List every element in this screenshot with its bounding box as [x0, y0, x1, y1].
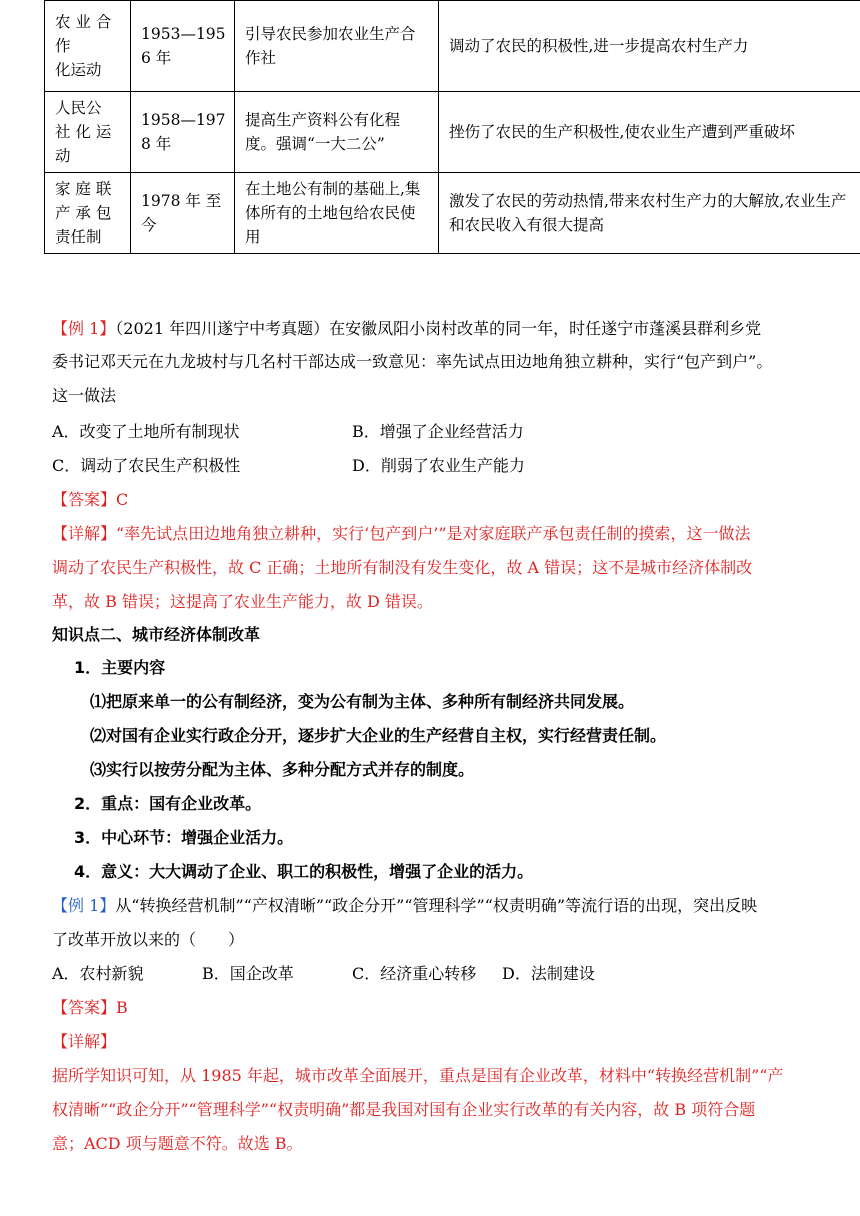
detail-line2: 调动了农民生产积极性，故 C 正确；土地所有制没有发生变化，故 A 错误；这不是城市经济体制改 [52, 558, 753, 577]
period-cell: 1958—197 8 年 [131, 92, 235, 173]
measure-cell: 提高生产资料公有化程度。强调“一大二公” [235, 92, 439, 173]
period-cell: 1953—195 6 年 [131, 1, 235, 92]
example1-stem-line2: 委书记邓天元在九龙坡村与几名村干部达成一致意见：率先试点田边地角独立耕种，实行“包产到户”。 [52, 352, 773, 371]
measure-cell: 在土地公有制的基础上,集体所有的土地包给农民使用 [235, 173, 439, 254]
section-heading: 知识点二、城市经济体制改革 [52, 625, 261, 644]
list-item: 1．主要内容 [74, 658, 166, 677]
list-item: 3．中心环节：增强企业活力。 [74, 828, 294, 847]
reform-table [44, 0, 860, 254]
list-subitem: ⑶实行以按劳分配为主体、多种分配方式并存的制度。 [90, 760, 475, 779]
example2-stem-line2: 了改革开放以来的（ ） [52, 930, 245, 949]
detail-head: 【详解】 [52, 1032, 117, 1051]
option-c: C．调动了农民生产积极性 [52, 456, 241, 475]
option-a: A．农村新貌 [52, 964, 144, 983]
movement-name-cell: 人民公 社 化 运 动 [45, 92, 131, 173]
period-cell: 1978 年 至 今 [131, 173, 235, 254]
measure-cell: 引导农民参加农业生产合作社 [235, 1, 439, 92]
list-item: 4．意义：大大调动了企业、职工的积极性，增强了企业的活力。 [74, 862, 534, 881]
option-d: D．法制建设 [502, 964, 595, 983]
detail-line1: 【详解】“率先试点田边地角独立耕种，实行‘包产到户’”是对家庭联产承包责任制的摸索，这一做法 [52, 524, 751, 543]
movement-name-cell: 农 业 合 作 化运动 [45, 1, 131, 92]
option-c: C．经济重心转移 [352, 964, 477, 983]
effect-cell: 激发了农民的劳动热情,带来农村生产力的大解放,农业生产和农民收入有很大提高 [439, 173, 860, 254]
detail-line2: 权清晰”“政企分开”“管理科学”“权责明确”都是我国对国有企业实行改革的有关内容，故 B 项符合题 [52, 1100, 756, 1119]
answer: 【答案】C [52, 490, 129, 509]
option-b: B．国企改革 [202, 964, 294, 983]
list-subitem: ⑴把原来单一的公有制经济，变为公有制为主体、多种所有制经济共同发展。 [90, 692, 635, 711]
table-row [45, 173, 860, 254]
detail-line3: 意；ACD 项与题意不符。故选 B。 [52, 1134, 303, 1153]
option-a: A．改变了土地所有制现状 [52, 422, 240, 441]
option-d: D．削弱了农业生产能力 [352, 456, 525, 475]
example1-stem-line3: 这一做法 [52, 386, 117, 405]
example1-stem-line1: 【例 1】（2021 年四川遂宁中考真题）在安徽凤阳小岗村改革的同一年，时任遂宁市蓬溪县群利乡党 [52, 319, 762, 338]
effect-cell: 调动了农民的积极性,进一步提高农村生产力 [439, 1, 860, 92]
list-item: 2．重点：国有企业改革。 [74, 794, 262, 813]
table-row [45, 1, 860, 92]
option-b: B．增强了企业经营活力 [352, 422, 524, 441]
movement-name-cell: 家 庭 联 产 承 包 责任制 [45, 173, 131, 254]
effect-cell: 挫伤了农民的生产积极性,使农业生产遭到严重破坏 [439, 92, 860, 173]
example-tag: 【例 1】 [52, 896, 116, 915]
detail-line3: 革，故 B 错误；这提高了农业生产能力，故 D 错误。 [52, 592, 433, 611]
detail-line1: 据所学知识可知，从 1985 年起，城市改革全面展开，重点是国有企业改革，材料中“转换经营机制”“产 [52, 1066, 784, 1085]
answer: 【答案】B [52, 998, 128, 1017]
list-subitem: ⑵对国有企业实行政企分开，逐步扩大企业的生产经营自主权，实行经营责任制。 [90, 726, 667, 745]
table-row [45, 92, 860, 173]
example-tag: 【例 1】 [52, 319, 116, 338]
example2-stem-line1: 【例 1】从“转换经营机制”“产权清晰”“政企分开”“管理科学”“权责明确”等流行语的出现，突出反映 [52, 896, 758, 915]
